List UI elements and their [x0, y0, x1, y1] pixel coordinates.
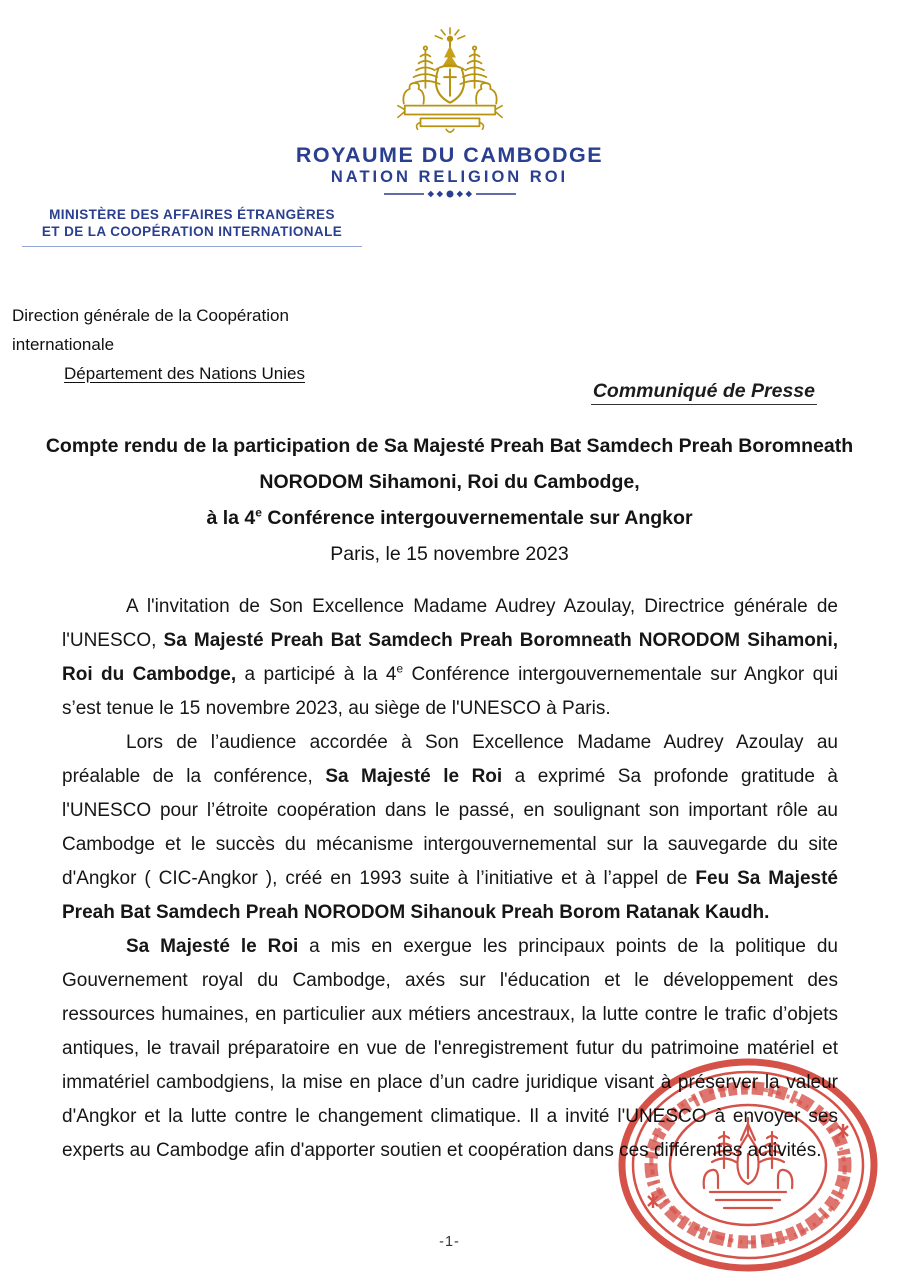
- document-type-label: Communiqué de Presse: [591, 380, 817, 405]
- body-text-segment: Conférence intergouvernementale sur Angkor qui s’est tenue le 15 novembre 2023, au siège de l'UNESCO à Paris.: [62, 664, 839, 719]
- body-text-segment: a exprimé Sa profonde gratitude à l'UNESCO pour l’étroite coopération dans le passé, en soulignant son important rôle au Cambodge et le succès du mécanisme intergouvernemental sur la sauvegarde du site d'Angkor ( CIC-Angkor ), créé en 1993 suite à l’initiative et à l’appel de: [62, 766, 838, 889]
- body-text-segment: a participé à la 4: [236, 664, 397, 685]
- ordinal-superscript: e: [255, 505, 262, 520]
- dateline: Paris, le 15 novembre 2023: [330, 543, 569, 565]
- kingdom-title: ROYAUME DU CAMBODGE: [295, 143, 604, 167]
- title-line-1: Compte rendu de la participation de Sa Majesté Preah Bat Samdech Preah Boromneath: [45, 435, 854, 457]
- body-text-segment: a mis en exergue les principaux points de la politique du Gouvernement royal du Cambodge, axés sur l'éducation et le développement des ressources humaines, en particulier aux métiers ancestraux, la lutte contre le trafic d’objets antiques, le travail préparatoire en vue de l'enregistrement futur du patrimoine matériel et immatériel cambodgiens, la mise en place d’un cadre juridique visant à préserver la valeur d'Angkor et la lutte contre le changement climatique. Il a invité l'UNESCO à envoyer ses experts au Cambodge afin d'apporter soutien et coopération dans ces différentes activités.: [62, 936, 838, 1161]
- official-red-seal-icon: [612, 1056, 884, 1280]
- paragraph-1: [62, 590, 838, 726]
- header-divider-ornament-icon: [384, 189, 516, 199]
- directorate-general-line: Direction générale de la Coopération internationale: [12, 306, 289, 354]
- title-line-2: NORODOM Sihamoni, Roi du Cambodge,: [259, 471, 640, 493]
- paragraph-2: [62, 726, 838, 930]
- ministry-line-2: ET DE LA COOPÉRATION INTERNATIONALE: [41, 224, 343, 239]
- body-text-segment-bold: Sa Majesté le Roi: [126, 936, 299, 957]
- document-title: [40, 428, 859, 572]
- body-text-segment: Lors de l’audience accordée à Son Excellence Madame Audrey Azoulay au préalable de la conférence,: [62, 732, 838, 787]
- ministry-line-1: MINISTÈRE DES AFFAIRES ÉTRANGÈRES: [49, 207, 335, 222]
- body-text-segment-bold: Sa Majesté le Roi: [325, 766, 503, 787]
- body-text-segment-bold: Feu Sa Majesté Preah Bat Samdech Preah NORODOM Sihanouk Preah Borom Ratanak Kaudh.: [62, 868, 838, 923]
- department-block: [12, 301, 357, 388]
- ministry-name: [22, 206, 362, 247]
- united-nations-department-line: Département des Nations Unies: [64, 364, 305, 383]
- body-text-segment-bold: Sa Majesté Preah Bat Samdech Preah Boromneath NORODOM Sihamoni, Roi du Cambodge,: [62, 630, 839, 685]
- national-motto: NATION RELIGION ROI: [330, 168, 569, 186]
- body-text-segment: A l'invitation de Son Excellence Madame Audrey Azoulay, Directrice générale de l'UNESCO,: [62, 596, 838, 651]
- ordinal-superscript: e: [396, 662, 404, 676]
- royal-arms-emblem-icon: [391, 26, 509, 142]
- page-number: -1-: [439, 1234, 460, 1250]
- title-line-3: à la 4e Conférence intergouvernementale sur Angkor: [206, 505, 693, 529]
